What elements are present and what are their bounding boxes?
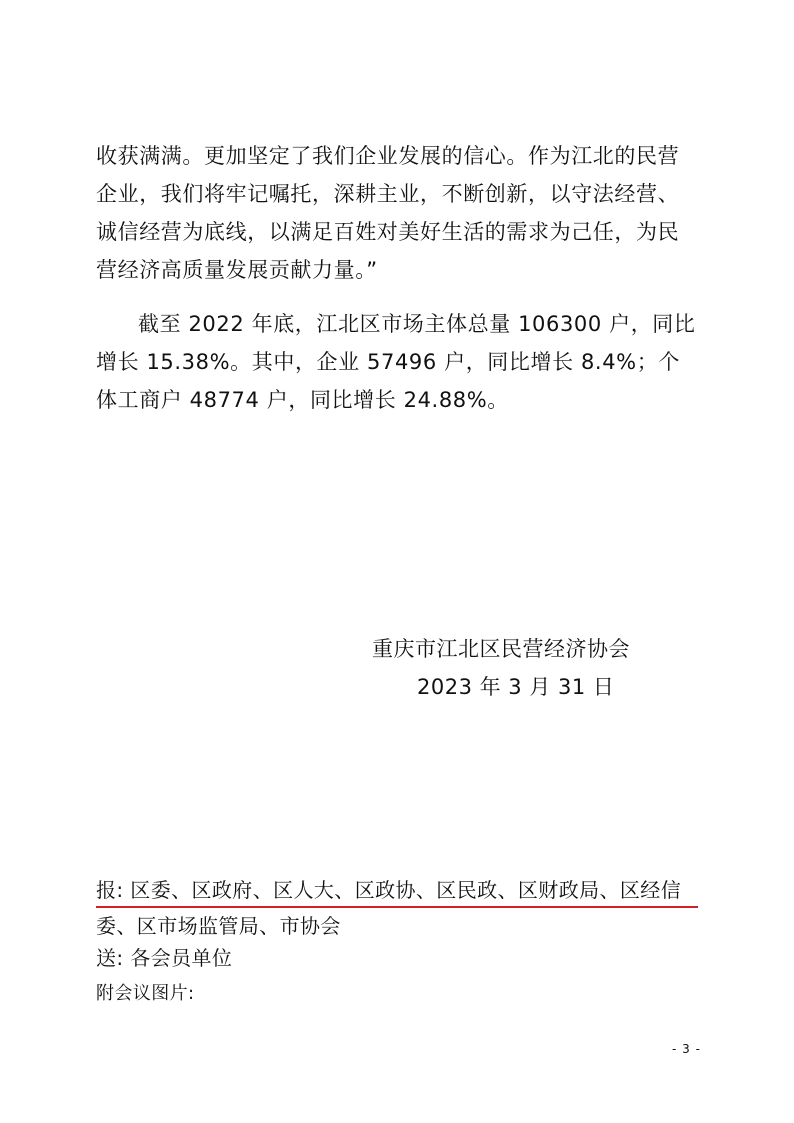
attachment-line: 附会议图片: (96, 983, 195, 1004)
signature-organization: 重庆市江北区民营经济协会 (372, 637, 630, 661)
page-number: - 3 - (672, 1042, 701, 1056)
send-to-line: 送: 各会员单位 (96, 946, 233, 970)
signature-date: 2023 年 3 月 31 日 (417, 675, 615, 699)
report-to-line: 报: 区委、区政府、区人大、区政协、区民政、区财政局、区经信委、区市场监管局、市协会 (96, 878, 682, 938)
body-paragraph-2: 截至 2022 年底，江北区市场主体总量 106300 户，同比增长 15.38%。其中，企业 57496 户，同比增长 8.4%；个体工商户 48774 户，同比增长 24.88%。 (96, 312, 696, 412)
red-divider-rule (96, 906, 698, 908)
body-paragraph-1: 收获满满。更加坚定了我们企业发展的信心。作为江北的民营企业，我们将牢记嘱托，深耕主业，不断创新，以守法经营、诚信经营为底线，以满足百姓对美好生活的需求为己任，为民营经济高质量发展贡献力量。” (96, 144, 680, 282)
